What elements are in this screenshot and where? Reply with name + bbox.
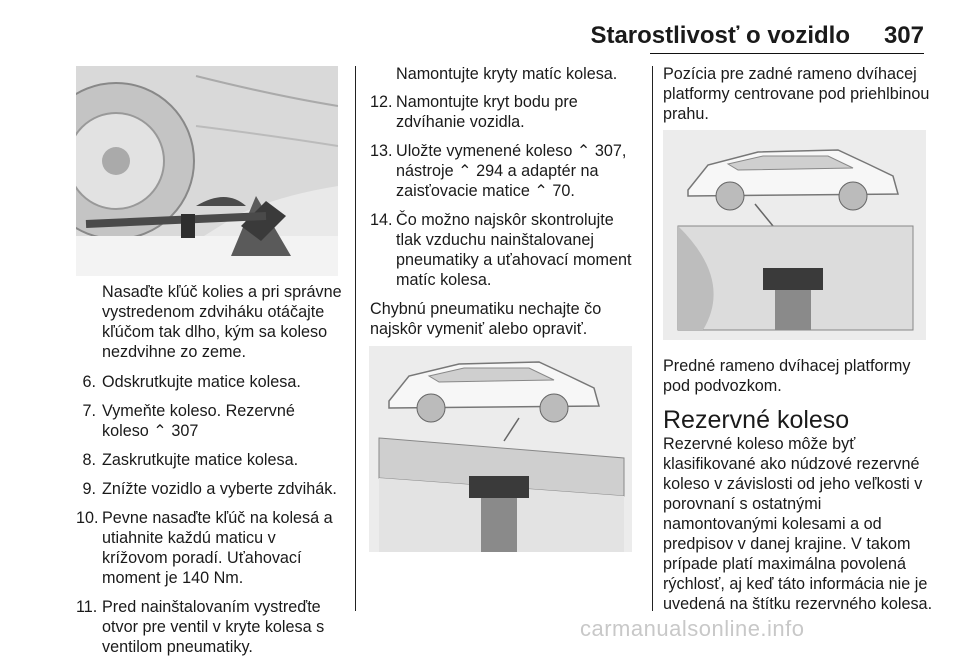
jack-illustration bbox=[76, 66, 338, 276]
paragraph: Predné rameno dvíhacej platformy pod podvozkom. bbox=[663, 357, 911, 395]
item-text: Čo možno najskôr skontrolujte tlak vzduchu nainštalovanej pneumatiky a uťahovací moment matíc kolesa. bbox=[396, 211, 632, 289]
list-item bbox=[76, 372, 344, 392]
list-item bbox=[370, 92, 636, 132]
paragraph: Chybnú pneumatiku nechajte čo najskôr vymeniť alebo opraviť. bbox=[370, 300, 602, 338]
column-3-bottom bbox=[663, 356, 933, 614]
page-number: 307 bbox=[883, 22, 924, 49]
list-item bbox=[370, 141, 636, 201]
watermark: carmanualsonline.info bbox=[580, 616, 805, 641]
item-number: 12. bbox=[370, 93, 393, 111]
column-1 bbox=[76, 282, 344, 666]
list-item bbox=[76, 401, 344, 441]
list-item bbox=[76, 508, 344, 588]
column-2 bbox=[370, 64, 636, 373]
item-number: 13. bbox=[370, 142, 393, 160]
lift-point-front-illustration bbox=[663, 130, 926, 340]
intro-paragraph: Nasaďte kľúč kolies a pri správne vystredenom zdviháku otáčajte kľúčom tak dlho, kým sa koleso nezdvihne zo zeme. bbox=[102, 283, 342, 361]
item-number: 9. bbox=[82, 480, 96, 498]
item-number: 6. bbox=[82, 373, 96, 391]
list-item bbox=[370, 210, 636, 290]
section-title: Starostlivosť o vozidlo bbox=[590, 22, 850, 49]
column-3-top bbox=[663, 64, 933, 124]
lift-drawing bbox=[663, 130, 926, 340]
header-rule bbox=[650, 53, 924, 54]
item-number: 10. bbox=[76, 509, 99, 527]
item-text: Pred nainštalovaním vystreďte otvor pre ventil v kryte kolesa s ventilom pneumatiky. bbox=[102, 598, 325, 656]
lift-point-rear-illustration bbox=[369, 346, 632, 552]
item-text: Uložte vymenené koleso ⌃ 307, nástroje ⌃ 294 a adaptér na zaisťovacie matice ⌃ 70. bbox=[396, 142, 627, 200]
item-text: Znížte vozidlo a vyberte zdvihák. bbox=[102, 480, 337, 498]
page-header bbox=[0, 0, 960, 56]
column-divider bbox=[652, 66, 653, 611]
column-divider bbox=[355, 66, 356, 611]
list-item bbox=[76, 597, 344, 657]
list-item bbox=[76, 450, 344, 470]
item-number: 8. bbox=[82, 451, 96, 469]
item-number: 14. bbox=[370, 211, 393, 229]
list-item bbox=[76, 479, 344, 499]
jack-drawing bbox=[76, 66, 338, 276]
section-heading: Rezervné koleso bbox=[663, 406, 850, 434]
item-text: Odskrutkujte matice kolesa. bbox=[102, 373, 301, 391]
lift-drawing bbox=[369, 346, 632, 552]
continued-paragraph: Namontujte kryty matíc kolesa. bbox=[396, 65, 618, 83]
item-text: Vymeňte koleso. Rezervné koleso ⌃ 307 bbox=[102, 402, 295, 440]
item-text: Namontujte kryt bodu pre zdvíhanie vozidla. bbox=[396, 93, 578, 131]
paragraph: Rezervné koleso môže byť klasifikované ako núdzové rezervné koleso v závislosti od jeho veľkosti v porovnaní s ostatnými namontovanými kolesami a od predpisov v danej krajine. V takom prípade platí maximálna povolená rýchlosť, aj keď táto informácia nie je uvedená na štítku rezervného kolesa. bbox=[663, 435, 933, 613]
item-number: 11. bbox=[76, 598, 98, 616]
item-number: 7. bbox=[82, 402, 96, 420]
item-text: Pevne nasaďte kľúč na kolesá a utiahnite každú maticu v krížovom poradí. Uťahovací moment je 140 Nm. bbox=[102, 509, 333, 587]
item-text: Zaskrutkujte matice kolesa. bbox=[102, 451, 299, 469]
paragraph: Pozícia pre zadné rameno dvíhacej platformy centrovane pod priehlbinou prahu. bbox=[663, 65, 930, 123]
